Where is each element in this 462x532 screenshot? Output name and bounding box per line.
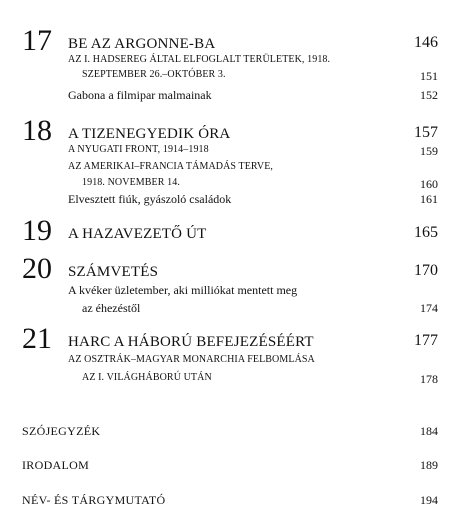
chapter-number: 20 [22, 252, 52, 285]
back-matter-page-number: 194 [420, 493, 438, 507]
chapter-page-number: 157 [414, 124, 438, 141]
entry-line: AZ AMERIKAI–FRANCIA TÁMADÁS TERVE, [68, 161, 274, 172]
chapter-21 [22, 324, 438, 390]
toc-entry [68, 283, 438, 317]
entry-page-number: 178 [420, 372, 438, 386]
chapter-17 [22, 26, 438, 106]
entry-page-number: 161 [420, 192, 438, 206]
toc-entry [68, 192, 438, 208]
chapter-20 [22, 254, 438, 320]
chapter-page-number: 177 [414, 332, 438, 349]
entry-page-number: 151 [420, 69, 438, 83]
chapter-number: 18 [22, 114, 52, 147]
entry-line: AZ I. VILÁGHÁBORÚ UTÁN [82, 372, 212, 383]
entry-line: az éhezéstől [82, 301, 141, 315]
back-matter-glossary [22, 424, 438, 440]
chapter-18 [22, 116, 438, 212]
entry-line: AZ I. HADSEREG ÁLTAL ELFOGLALT TERÜLETEK, 1918. [68, 54, 331, 65]
toc-entry [68, 161, 438, 191]
chapter-title: A TIZENEGYEDIK ÓRA [68, 126, 231, 142]
toc-entry [68, 88, 438, 104]
chapter-title: HARC A HÁBORÚ BEFEJEZÉSÉÉRT [68, 334, 314, 350]
chapter-page-number: 165 [414, 224, 438, 241]
back-matter-page-number: 189 [420, 458, 438, 472]
toc-entry [68, 54, 438, 82]
entry-line: SZEPTEMBER 26.–OKTÓBER 3. [82, 69, 226, 80]
back-matter-label: IRODALOM [22, 458, 90, 472]
chapter-title: SZÁMVETÉS [68, 264, 159, 280]
chapter-title: A HAZAVEZETŐ ÚT [68, 226, 207, 242]
entry-page-number: 159 [420, 144, 438, 158]
entry-line: A NYUGATI FRONT, 1914–1918 [68, 144, 209, 155]
chapter-19 [22, 216, 438, 250]
back-matter-label: SZÓJEGYZÉK [22, 424, 101, 438]
entry-page-number: 152 [420, 88, 438, 102]
entry-line: Gabona a filmipar malmainak [68, 88, 212, 102]
chapter-number: 19 [22, 214, 52, 247]
back-matter-index [22, 493, 438, 509]
entry-line: Elvesztett fiúk, gyászoló családok [68, 192, 232, 206]
toc-entry [68, 354, 438, 386]
chapter-page-number: 146 [414, 34, 438, 51]
chapter-page-number: 170 [414, 262, 438, 279]
chapter-number: 17 [22, 24, 52, 57]
entry-page-number: 174 [420, 301, 438, 315]
entry-line: AZ OSZTRÁK–MAGYAR MONARCHIA FELBOMLÁSA [68, 354, 315, 365]
toc-entry [68, 144, 438, 158]
back-matter-label: NÉV- ÉS TÁRGYMUTATÓ [22, 493, 166, 507]
back-matter-bibliography [22, 458, 438, 474]
chapter-number: 21 [22, 322, 52, 355]
entry-page-number: 160 [420, 177, 438, 191]
entry-line: 1918. NOVEMBER 14. [82, 177, 180, 188]
entry-line: A kvéker üzletember, aki milliókat mentett meg [68, 283, 298, 297]
chapter-title: BE AZ ARGONNE-BA [68, 36, 216, 52]
back-matter-page-number: 184 [420, 424, 438, 438]
